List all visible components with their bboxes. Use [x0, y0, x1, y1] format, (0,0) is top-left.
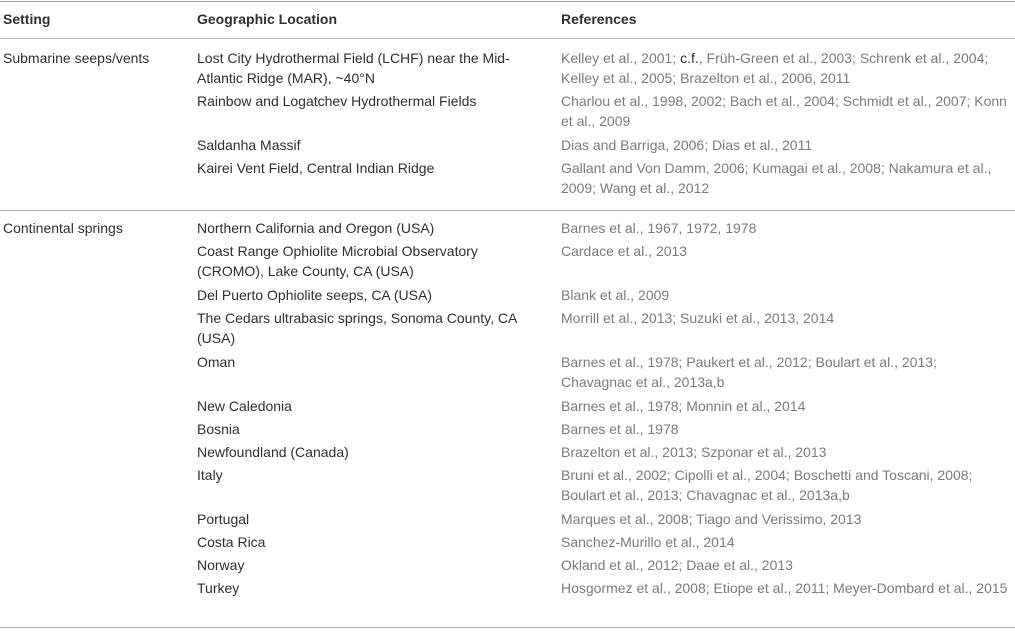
header-rule [0, 38, 1015, 39]
table-cell-references: Blank et al., 2009 [561, 287, 670, 303]
table-cell-references [561, 48, 1011, 88]
table-cell-references: Morrill et al., 2013; Suzuki et al., 2013, 2014 [561, 310, 835, 326]
table-cell-references: Dias and Barriga, 2006; Dias et al., 2011 [561, 137, 813, 153]
table-cell-location: Coast Range Ophiolite Microbial Observatory (CROMO), Lake County, CA (USA) [197, 243, 478, 279]
table-cell-location: Oman [197, 354, 236, 370]
table-cell-location: Bosnia [197, 421, 240, 437]
table-cell-location: Kairei Vent Field, Central Indian Ridge [197, 160, 435, 176]
table-cell-location: Turkey [197, 580, 240, 596]
table-cell-references: Marques et al., 2008; Tiago and Verissimo, 2013 [561, 511, 862, 527]
ref-text: Kelley et al., 2001; [561, 50, 681, 66]
table-cell-location: Italy [197, 467, 223, 483]
ref-text: , Früh-Green et al., 2003; Schrenk et al., 2004; Kelley et al., 2005; Brazelton et al., 2006, 2011 [561, 50, 989, 86]
header-setting: Setting [3, 11, 51, 27]
table-cell-location: Portugal [197, 511, 250, 527]
table-cell-location: Norway [197, 557, 245, 573]
table-cell-references: Bruni et al., 2002; Cipolli et al., 2004; Boschetti and Toscani, 2008; Boulart et al., 2013; Chavagnac et al., 2013a,b [561, 467, 973, 503]
table-top-rule [0, 1, 1015, 2]
table-cell-location: Newfoundland (Canada) [197, 444, 349, 460]
table-cell-location: Rainbow and Logatchev Hydrothermal Fields [197, 93, 477, 109]
table-cell-references: Sanchez-Murillo et al., 2014 [561, 534, 735, 550]
table-bottom-rule [0, 627, 1015, 628]
header-references: References [561, 11, 637, 27]
table-cell-location: Northern California and Oregon (USA) [197, 220, 435, 236]
table-cell-references: Barnes et al., 1978; Monnin et al., 2014 [561, 398, 806, 414]
table-cell-location: New Caledonia [197, 398, 292, 414]
table-cell-location: Costa Rica [197, 534, 266, 550]
table-cell-references: Okland et al., 2012; Daae et al., 2013 [561, 557, 793, 573]
table-cell-references: Gallant and Von Damm, 2006; Kumagai et al., 2008; Nakamura et al., 2009; Wang et al., 2012 [561, 160, 992, 196]
table-cell-references: Barnes et al., 1967, 1972, 1978 [561, 220, 757, 236]
header-location: Geographic Location [197, 11, 338, 27]
table-cell-location: Del Puerto Ophiolite seeps, CA (USA) [197, 287, 432, 303]
table-cell-location: The Cedars ultrabasic springs, Sonoma County, CA (USA) [197, 310, 517, 346]
table-cell-references: Brazelton et al., 2013; Szponar et al., 2013 [561, 444, 827, 460]
group-divider-rule [0, 210, 1015, 211]
table-cell-references: Cardace et al., 2013 [561, 243, 688, 259]
group-setting-continental: Continental springs [3, 220, 123, 236]
table-cell-references: Barnes et al., 1978; Paukert et al., 2012; Boulart et al., 2013; Chavagnac et al., 2013a,b [561, 354, 937, 390]
ref-cf: c.f. [680, 50, 699, 66]
table-cell-location: Saldanha Massif [197, 137, 301, 153]
table-cell-location: Lost City Hydrothermal Field (LCHF) near the Mid-Atlantic Ridge (MAR), ~40°N [197, 50, 510, 86]
table-cell-references: Barnes et al., 1978 [561, 421, 679, 437]
table-cell-references: Hosgormez et al., 2008; Etiope et al., 2011; Meyer-Dombard et al., 2015 [561, 580, 1008, 596]
group-setting-submarine: Submarine seeps/vents [3, 50, 150, 66]
table-cell-references: Charlou et al., 1998, 2002; Bach et al., 2004; Schmidt et al., 2007; Konn et al., 2009 [561, 93, 1007, 129]
